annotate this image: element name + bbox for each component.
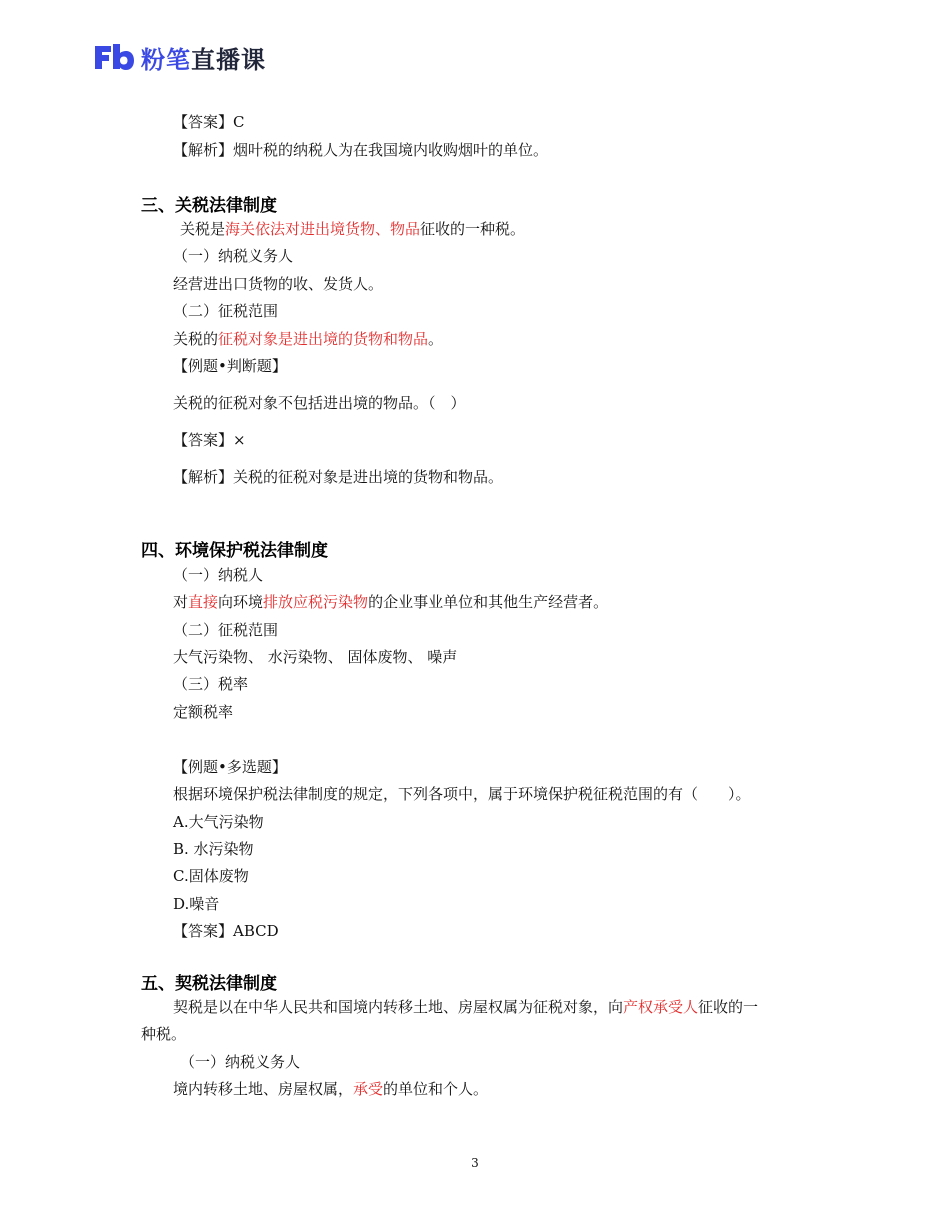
- option-a: A.大气污染物: [173, 813, 264, 831]
- highlight-text: 海关依法对进出境货物、物品: [225, 220, 421, 238]
- highlight-text: 承受: [353, 1080, 384, 1098]
- highlight-text: 排放应税污染物: [263, 593, 369, 611]
- answer-line: 【答案】×: [173, 431, 246, 449]
- answer-line: 【答案】C: [173, 113, 245, 131]
- paragraph-line: 大气污染物、 水污染物、 固体废物、 噪声: [173, 648, 458, 666]
- example-label: 【例题•判断题】: [173, 357, 287, 375]
- subheading: （一）纳税义务人: [180, 1053, 301, 1071]
- section-heading-environmental-tax: 四、环境保护税法律制度: [141, 541, 328, 561]
- highlight-text: 产权承受人: [623, 998, 699, 1016]
- question-line: 关税的征税对象不包括进出境的物品。（ ）: [173, 394, 466, 412]
- page-number: 3: [471, 1156, 479, 1170]
- paragraph-line: 定额税率: [173, 703, 234, 721]
- paragraph-line: 种税。: [141, 1025, 187, 1043]
- section-heading-customs-duty: 三、关税法律制度: [141, 196, 277, 216]
- paragraph-line: 经营进出口货物的收、发货人。: [173, 275, 384, 293]
- option-b: B. 水污染物: [173, 840, 254, 858]
- option-c: C.固体废物: [173, 867, 249, 885]
- highlight-text: 直接: [188, 593, 219, 611]
- paragraph-line: 境内转移土地、房屋权属，承受的单位和个人。: [173, 1080, 489, 1098]
- logo-text: [141, 40, 266, 75]
- logo-rest: 直播课: [191, 45, 266, 74]
- subheading: （三）税率: [173, 675, 249, 693]
- subheading: （二）征税范围: [173, 302, 279, 320]
- analysis-line: 【解析】烟叶税的纳税人为在我国境内收购烟叶的单位。: [173, 141, 549, 159]
- paragraph-line: 契税是以在中华人民共和国境内转移土地、房屋权属为征税对象，向产权承受人征收的一: [173, 998, 759, 1016]
- paragraph-line: 关税是海关依法对进出境货物、物品征收的一种税。: [180, 220, 526, 238]
- brand-logo: [93, 40, 266, 74]
- paragraph-line: 对直接向环境排放应税污染物的企业事业单位和其他生产经营者。: [173, 593, 609, 611]
- fb-logo-icon: [93, 42, 135, 72]
- option-d: D.噪音: [173, 895, 220, 913]
- paragraph-line: 关税的征税对象是进出境的货物和物品。: [173, 330, 444, 348]
- section-heading-deed-tax: 五、契税法律制度: [141, 974, 277, 994]
- example-label: 【例题•多选题】: [173, 758, 287, 776]
- logo-brand: 粉笔: [141, 45, 191, 74]
- answer-line: 【答案】ABCD: [173, 922, 279, 940]
- subheading: （一）纳税人: [173, 566, 264, 584]
- subheading: （二）征税范围: [173, 621, 279, 639]
- subheading: （一）纳税义务人: [173, 247, 294, 265]
- question-line: 根据环境保护税法律制度的规定，下列各项中，属于环境保护税征税范围的有（ ）。: [173, 785, 751, 803]
- highlight-text: 征税对象是进出境的货物和物品: [218, 330, 429, 348]
- analysis-line: 【解析】关税的征税对象是进出境的货物和物品。: [173, 468, 504, 486]
